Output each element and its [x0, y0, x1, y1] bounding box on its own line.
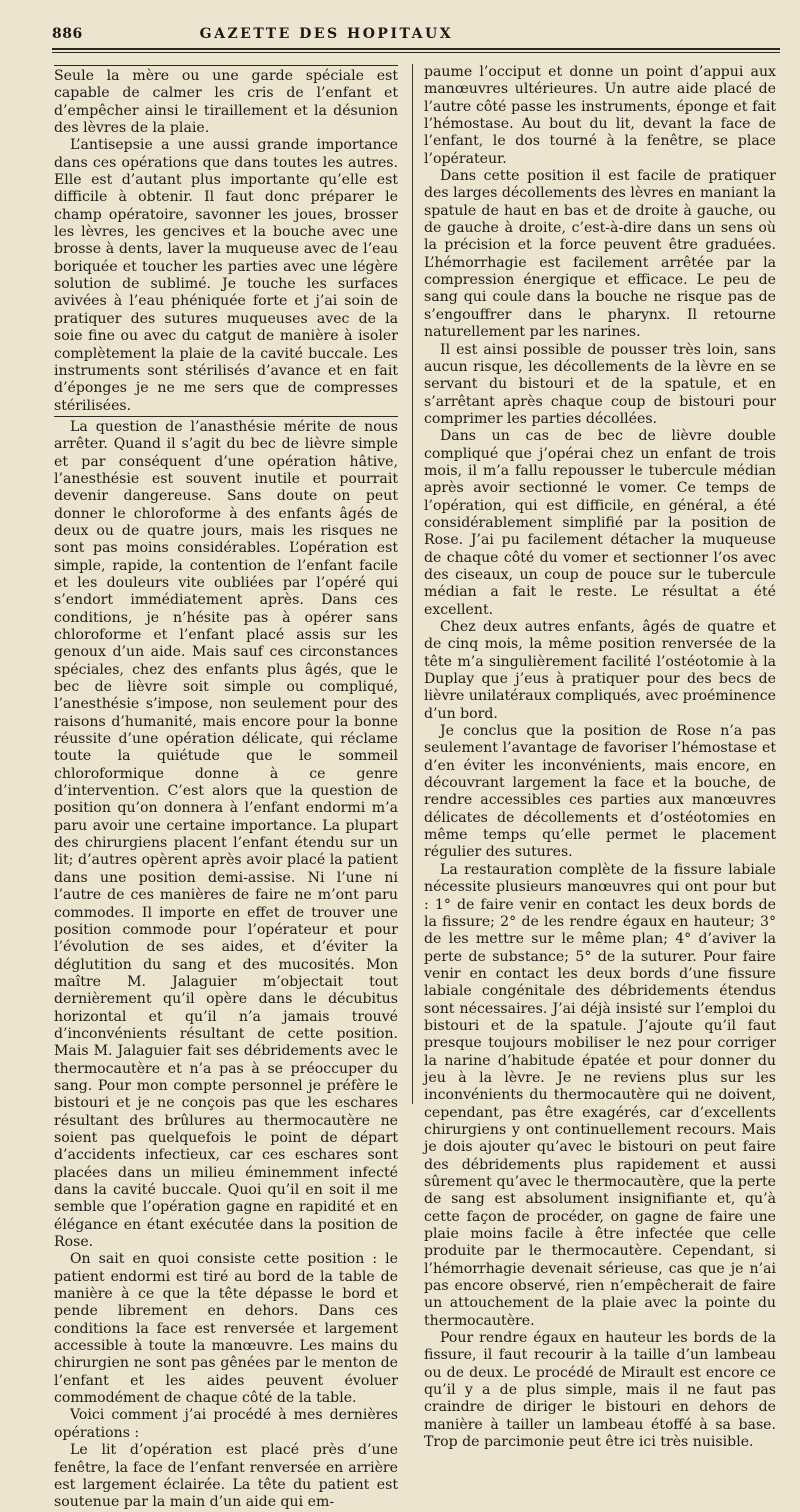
paragraph: paume l’occiput et donne un point d’appui aux manœuvres ultérieures. Un autre aide placé de l’autre côté passe les instruments, éponge et fait l’hémostase. Au bout du lit, devant la face de l’enfant, le dos tourné à la fenêtre, se place l’opérateur. — [424, 64, 776, 167]
section-rule-top — [54, 65, 398, 66]
paragraph: Pour rendre égaux en hauteur les bords de la fissure, il faut recourir à la taille d’un lambeau ou de deux. Le procédé de Mirault est encore ce qu’il y a de plus simple, mais il ne faut pas craindre de diriger le bistouri en dehors de manière à tailler un lambeau étoffé à sa base. Trop de parcimonie peut être ici très nuisible. — [424, 1330, 776, 1451]
page-header — [52, 26, 780, 50]
paragraph: Il est ainsi possible de pousser très loin, sans aucun risque, les décollements de la lèvre en se servant du bistouri et de la spatule, et en s’arrêtant après chaque coup de bistouri pour comprimer les parties décollées. — [424, 341, 776, 427]
header-rule — [52, 52, 780, 53]
section-rule — [54, 416, 398, 417]
column-divider — [412, 64, 413, 1104]
page-number: 886 — [52, 26, 83, 42]
paragraph: La question de l’anasthésie mérite de nous arrêter. Quand il s’agit du bec de lièvre simple et par conséquent d’une opération hâtive, l’anesthésie est souvent inutile et pourrait devenir dangereuse. Sans doute on peut donner le chloroforme à des enfants âgés de deux ou de quatre jours, mais les risques ne sont pas moins considérables. L’opération est simple, rapide, la contention de l’enfant facile et les douleurs vite oubliées par l’opéré qui s’endort immédiatement après. Dans ces conditions, je n’hésite pas à opérer sans chloroforme et l’enfant placé assis sur les genoux d’un aide. Mais sauf ces circonstances spéciales, chez des enfants plus âgés, que le bec de lièvre soit simple ou compliqué, l’anesthésie s’impose, non seulement pour des raisons d’humanité, mais encore pour la bonne réussite d’une opération délicate, qui réclame toute la quiétude que le sommeil chloroformique donne à ce genre d’intervention. C’est alors que la question de position qu’on donnera à l’enfant endormi m’a paru avoir une certaine importance. La plupart des chirurgiens placent l’enfant étendu sur un lit; d’autres opèrent après avoir placé la patient dans une position demi-assise. Ni l’une ni l’autre de ces manières de faire ne m’ont paru commodes. Il importe en effet de trouver une position commode pour l’opérateur et pour l’évolution de ses aides, et d’éviter la déglutition du sang et des mucosités. Mon maître M. Jalaguier m’objectait tout dernièrement qu’il opère dans le décubitus horizontal et qu’il n’a jamais trouvé d’inconvénients résultant de cette position. Mais M. Jalaguier fait ses débridements avec le thermocautère et n’a pas à se préoccuper du sang. Pour mon compte personnel je préfère le bistouri et je ne conçois pas que les eschares résultant des brûlures au thermocautère ne soient pas quelquefois le point de départ d’accidents infectieux, car ces eschares sont placées dans un milieu éminemment infecté dans la cavité buccale. Quoi qu’il en soit il me semble que l’opération gagne en rapidité et en élégance en étant exécutée dans la position de Rose. — [54, 418, 398, 1251]
paragraph: Seule la mère ou une garde spéciale est capable de calmer les cris de l’enfant et d’empêcher ainsi le tiraillement et la désunion des lèvres de la plaie. — [54, 68, 398, 137]
paragraph: Dans un cas de bec de lièvre double compliqué que j’opérai chez un enfant de trois mois, il m’a fallu repousser le tubercule médian après avoir sectionné le vomer. Ce temps de l’opération, qui est difficile, en général, a été considérablement simplifié par la position de Rose. J’ai pu facilement détacher la muqueuse de chaque côté du vomer et sectionner l’os avec des ciseaux, un coup de pouce sur le tubercule médian a fait le reste. Le résultat a été excellent. — [424, 428, 776, 618]
paragraph: Le lit d’opération est placé près d’une fenêtre, la face de l’enfant renversée en arrière est largement éclairée. La tête du patient est soutenue par la main d’un aide qui em- — [54, 1442, 398, 1511]
journal-title: GAZETTE DES HOPITAUX — [199, 26, 454, 42]
paragraph: Je conclus que la position de Rose n’a pas seulement l’avantage de favoriser l’hémostase et d’en éviter les inconvénients, mais encore, en découvrant largement la face et la bouche, de rendre accessibles ces parties aux manœuvres délicates de décollements et d’ostéotomies en même temps qu’elle permet le placement régulier des sutures. — [424, 723, 776, 861]
paragraph: La restauration complète de la fissure labiale nécessite plusieurs manœuvres qui ont pour but : 1° de faire venir en contact les deux bords de la fissure; 2° de les rendre égaux en hauteur; 3° de les mettre sur le même plan; 4° d’aviver la perte de substance; 5° de la suturer. Pour faire venir en contact les deux bords d’une fissure labiale congénitale des débridements étendus sont nécessaires. J’ai déjà insisté sur l’emploi du bistouri et de la spatule. J’ajoute qu’il faut presque toujours mobiliser le nez pour corriger la narine d’habitude épatée et pour donner du jeu à la lèvre. Je ne reviens plus sur les inconvénients du thermocautère qui ne doivent, cependant, pas être exagérés, car d’excellents chirurgiens y ont continuellement recours. Mais je dois ajouter qu’avec le bistouri on peut faire des débridements plus rapidement et aussi sûrement qu’avec le thermocautère, que la perte de sang est absolument insignifiante et, qu’à cette façon de procéder, on gagne de faire une plaie moins facile à être infectée que celle produite par le thermocautère. Cependant, si l’hémorrhagie devenait sérieuse, cas que je n’ai pas encore observé, rien n’empêcherait de faire un attouchement de la plaie avec la pointe du thermocautère. — [424, 861, 776, 1329]
left-column — [54, 64, 398, 1512]
right-column — [424, 64, 776, 1452]
paragraph: Dans cette position il est facile de pratiquer des larges décollements des lèvres en maniant la spatule de haut en bas et de droite à gauche, ou de gauche à droite, c’est-à-dire dans un sens où la précision et la force peuvent être graduées. L’hémorrhagie est facilement arrêtée par la compression énergique et efficace. Le peu de sang qui coule dans la bouche ne risque pas de s’engouffrer dans le pharynx. Il retourne naturellement par les narines. — [424, 168, 776, 341]
paragraph: Voici comment j’ai procédé à mes dernières opérations : — [54, 1407, 398, 1441]
paragraph: L’antisepsie a une aussi grande importance dans ces opérations que dans toutes les autres. Elle est d’autant plus importante qu’elle est difficile à obtenir. Il faut donc préparer le champ opératoire, savonner les joues, brosser les lèvres, les gencives et la bouche avec une brosse à dents, laver la muqueuse avec de l’eau boriquée et toucher les parties avec une légère solution de sublimé. Je touche les surfaces avivées à l’eau phéniquée forte et j’ai soin de pratiquer des sutures muqueuses avec de la soie fine ou avec du catgut de manière à isoler complètement la plaie de la cavité buccale. Les instruments sont stérilisés d’avance et en fait d’éponges je ne me sers que de compresses stérilisées. — [54, 137, 398, 414]
paragraph: Chez deux autres enfants, âgés de quatre et de cinq mois, la même position renversée de la tête m’a singulièrement facilité l’ostéotomie à la Duplay que j’eus à pratiquer pour des becs de lièvre unilatéraux compliqués, avec proéminence d’un bord. — [424, 619, 776, 722]
paragraph: On sait en quoi consiste cette position : le patient endormi est tiré au bord de la table de manière à ce que la tête dépasse le bord et pende librement en dehors. Dans ces conditions la face est renversée et largement accessible à toute la manœuvre. Les mains du chirurgien ne sont pas gênées par le menton de l’enfant et les aides peuvent évoluer commodément de chaque côté de la table. — [54, 1251, 398, 1407]
